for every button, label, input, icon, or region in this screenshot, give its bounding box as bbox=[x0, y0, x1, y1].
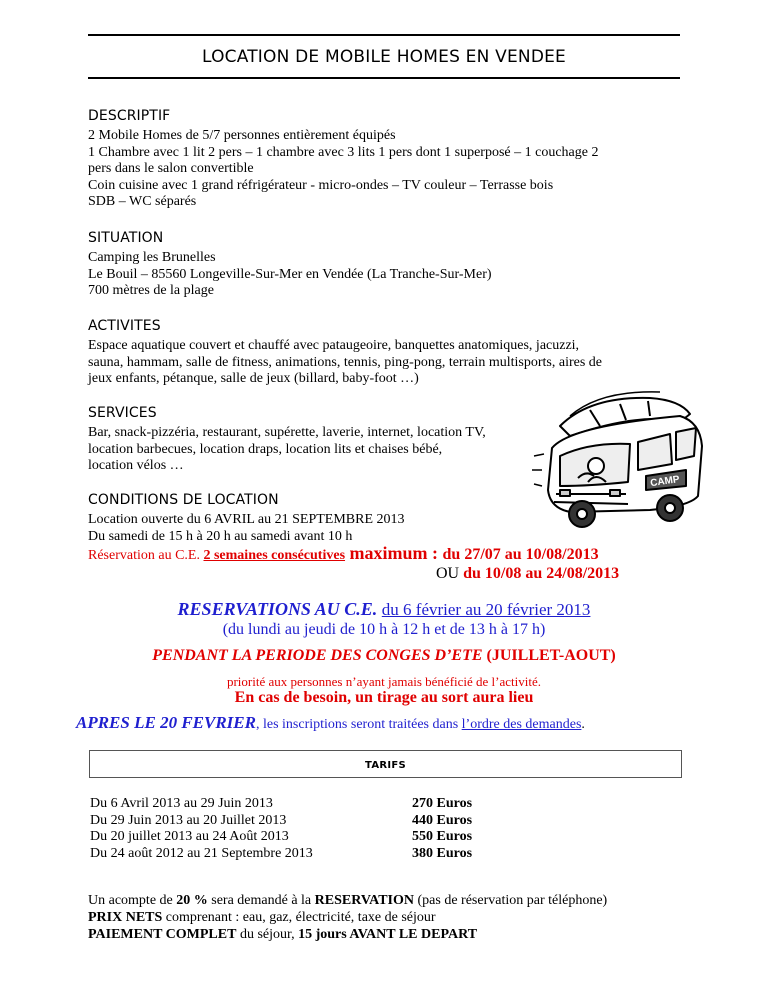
full-payment-label: PAIEMENT COMPLET bbox=[88, 927, 237, 942]
text-fragment: (pas de réservation par téléphone) bbox=[414, 893, 608, 908]
section-heading: SERVICES bbox=[88, 405, 157, 421]
reservations-title bbox=[0, 599, 768, 620]
section-descriptif bbox=[88, 108, 688, 211]
text-line: pers dans le salon convertible bbox=[88, 161, 254, 176]
text-line: Camping les Brunelles bbox=[88, 250, 216, 265]
reservation-line bbox=[88, 545, 688, 565]
reservation-duration: 2 semaines consécutives bbox=[203, 548, 346, 563]
text-line: location vélos … bbox=[88, 458, 184, 473]
section-heading: SITUATION bbox=[88, 230, 164, 246]
section-heading: DESCRIPTIF bbox=[88, 108, 171, 124]
reservations-heading: RESERVATIONS AU C.E. bbox=[177, 599, 378, 619]
text-line: location barbecues, location draps, location lits et chaises bébé, bbox=[88, 441, 443, 457]
text-line: 700 mètres de la plage bbox=[88, 283, 214, 298]
reservation-period-2: du 10/08 au 24/08/2013 bbox=[459, 565, 620, 582]
text-line: Coin cuisine avec 1 grand réfrigérateur - micro-ondes – TV couleur – Terrasse bois bbox=[88, 177, 554, 193]
summer-period-label: PENDANT LA PERIODE DES CONGES D’ETE bbox=[152, 647, 483, 664]
text-line: Bar, snack-pizzéria, restaurant, supérette, laverie, internet, location TV, bbox=[88, 425, 486, 440]
section-body bbox=[88, 425, 538, 475]
priority-note: priorité aux personnes n’ayant jamais bénéficié de l’activité. bbox=[226, 674, 542, 689]
section-services bbox=[88, 405, 538, 475]
section-body bbox=[88, 250, 688, 300]
reservation-maximum: maximum : bbox=[345, 543, 443, 563]
full-payment-line bbox=[88, 926, 728, 943]
tarif-price: 440 Euros bbox=[412, 812, 473, 828]
text-fragment: Un acompte de bbox=[88, 893, 177, 908]
section-activites bbox=[88, 318, 688, 388]
deposit-line bbox=[88, 892, 728, 909]
after-date-label: APRES LE 20 FEVRIER bbox=[76, 713, 256, 732]
reservations-hours: (du lundi au jeudi de 10 h à 12 h et de 13 h à 17 h) bbox=[222, 621, 546, 638]
tarifs-heading: TARIFS bbox=[89, 750, 682, 778]
tarif-period: Du 20 juillet 2013 au 24 Août 2013 bbox=[90, 829, 289, 844]
order-of-requests-link[interactable]: l’ordre des demandes bbox=[461, 717, 582, 732]
after-date-end: . bbox=[581, 717, 585, 732]
top-rule bbox=[88, 34, 680, 36]
net-price-label: PRIX NETS bbox=[88, 910, 163, 925]
text-line: SDB – WC séparés bbox=[88, 194, 197, 209]
tarif-period: Du 24 août 2012 au 21 Septembre 2013 bbox=[90, 845, 313, 861]
tarif-periods bbox=[90, 796, 313, 862]
text-line: sauna, hammam, salle de fitness, animations, tennis, ping-pong, terrain multisports, aires de bbox=[88, 354, 603, 370]
text-line: Location ouverte du 6 AVRIL au 21 SEPTEMBRE 2013 bbox=[88, 512, 405, 527]
summer-months: (JUILLET-AOUT) bbox=[482, 647, 616, 664]
section-body bbox=[88, 128, 688, 211]
after-date-note bbox=[76, 713, 585, 733]
reservation-word: RESERVATION bbox=[314, 893, 414, 908]
text-fragment: sera demandé à la bbox=[207, 893, 315, 908]
text-line: jeux enfants, pétanque, salle de jeux (billard, baby-foot …) bbox=[88, 371, 419, 386]
text-line: 1 Chambre avec 1 lit 2 pers – 1 chambre avec 3 lits 1 pers dont 1 superposé – 1 couchage 2 bbox=[88, 144, 599, 160]
section-conditions bbox=[88, 492, 688, 565]
text-line: 2 Mobile Homes de 5/7 personnes entièrement équipés bbox=[88, 128, 396, 143]
summer-period bbox=[0, 647, 768, 665]
section-heading: ACTIVITES bbox=[88, 318, 161, 334]
reservations-dates: du 6 février au 20 février 2013 bbox=[381, 600, 591, 619]
tarif-price: 380 Euros bbox=[412, 845, 473, 861]
payment-deadline: 15 jours AVANT LE DEPART bbox=[298, 927, 478, 942]
tarif-period: Du 6 Avril 2013 au 29 Juin 2013 bbox=[90, 796, 273, 811]
reservation-prefix: Réservation au C.E. bbox=[88, 548, 204, 563]
section-body bbox=[88, 512, 688, 565]
page-title: LOCATION DE MOBILE HOMES EN VENDEE bbox=[202, 47, 566, 67]
text-line: Espace aquatique couvert et chauffé avec pataugeoire, banquettes anatomiques, jacuzzi, bbox=[88, 338, 580, 353]
title-underline bbox=[88, 77, 680, 79]
section-situation bbox=[88, 230, 688, 300]
or-label: OU bbox=[436, 565, 460, 582]
camp-sign-text: CAMP bbox=[649, 474, 681, 490]
payment-terms bbox=[88, 892, 728, 943]
text-line: Le Bouil – 85560 Longeville-Sur-Mer en Vendée (La Tranche-Sur-Mer) bbox=[88, 266, 492, 282]
section-body bbox=[88, 338, 688, 388]
draw-note: En cas de besoin, un tirage au sort aura lieu bbox=[234, 689, 534, 706]
tarif-price: 550 Euros bbox=[412, 829, 473, 844]
text-fragment: du séjour, bbox=[236, 927, 299, 942]
tarif-prices bbox=[412, 796, 472, 862]
section-heading: CONDITIONS DE LOCATION bbox=[88, 492, 279, 508]
text-fragment: comprenant : eau, gaz, électricité, taxe de séjour bbox=[162, 910, 436, 925]
deposit-percent: 20 % bbox=[176, 893, 208, 908]
reservation-alternative bbox=[436, 565, 619, 583]
tarif-period: Du 29 Juin 2013 au 20 Juillet 2013 bbox=[90, 812, 287, 828]
after-date-text: , les inscriptions seront traitées dans bbox=[255, 717, 462, 732]
text-line: Du samedi de 15 h à 20 h au samedi avant 10 h bbox=[88, 528, 353, 544]
tarif-price: 270 Euros bbox=[412, 796, 473, 811]
reservation-period-1: du 27/07 au 10/08/2013 bbox=[442, 546, 599, 563]
net-price-line bbox=[88, 909, 728, 926]
